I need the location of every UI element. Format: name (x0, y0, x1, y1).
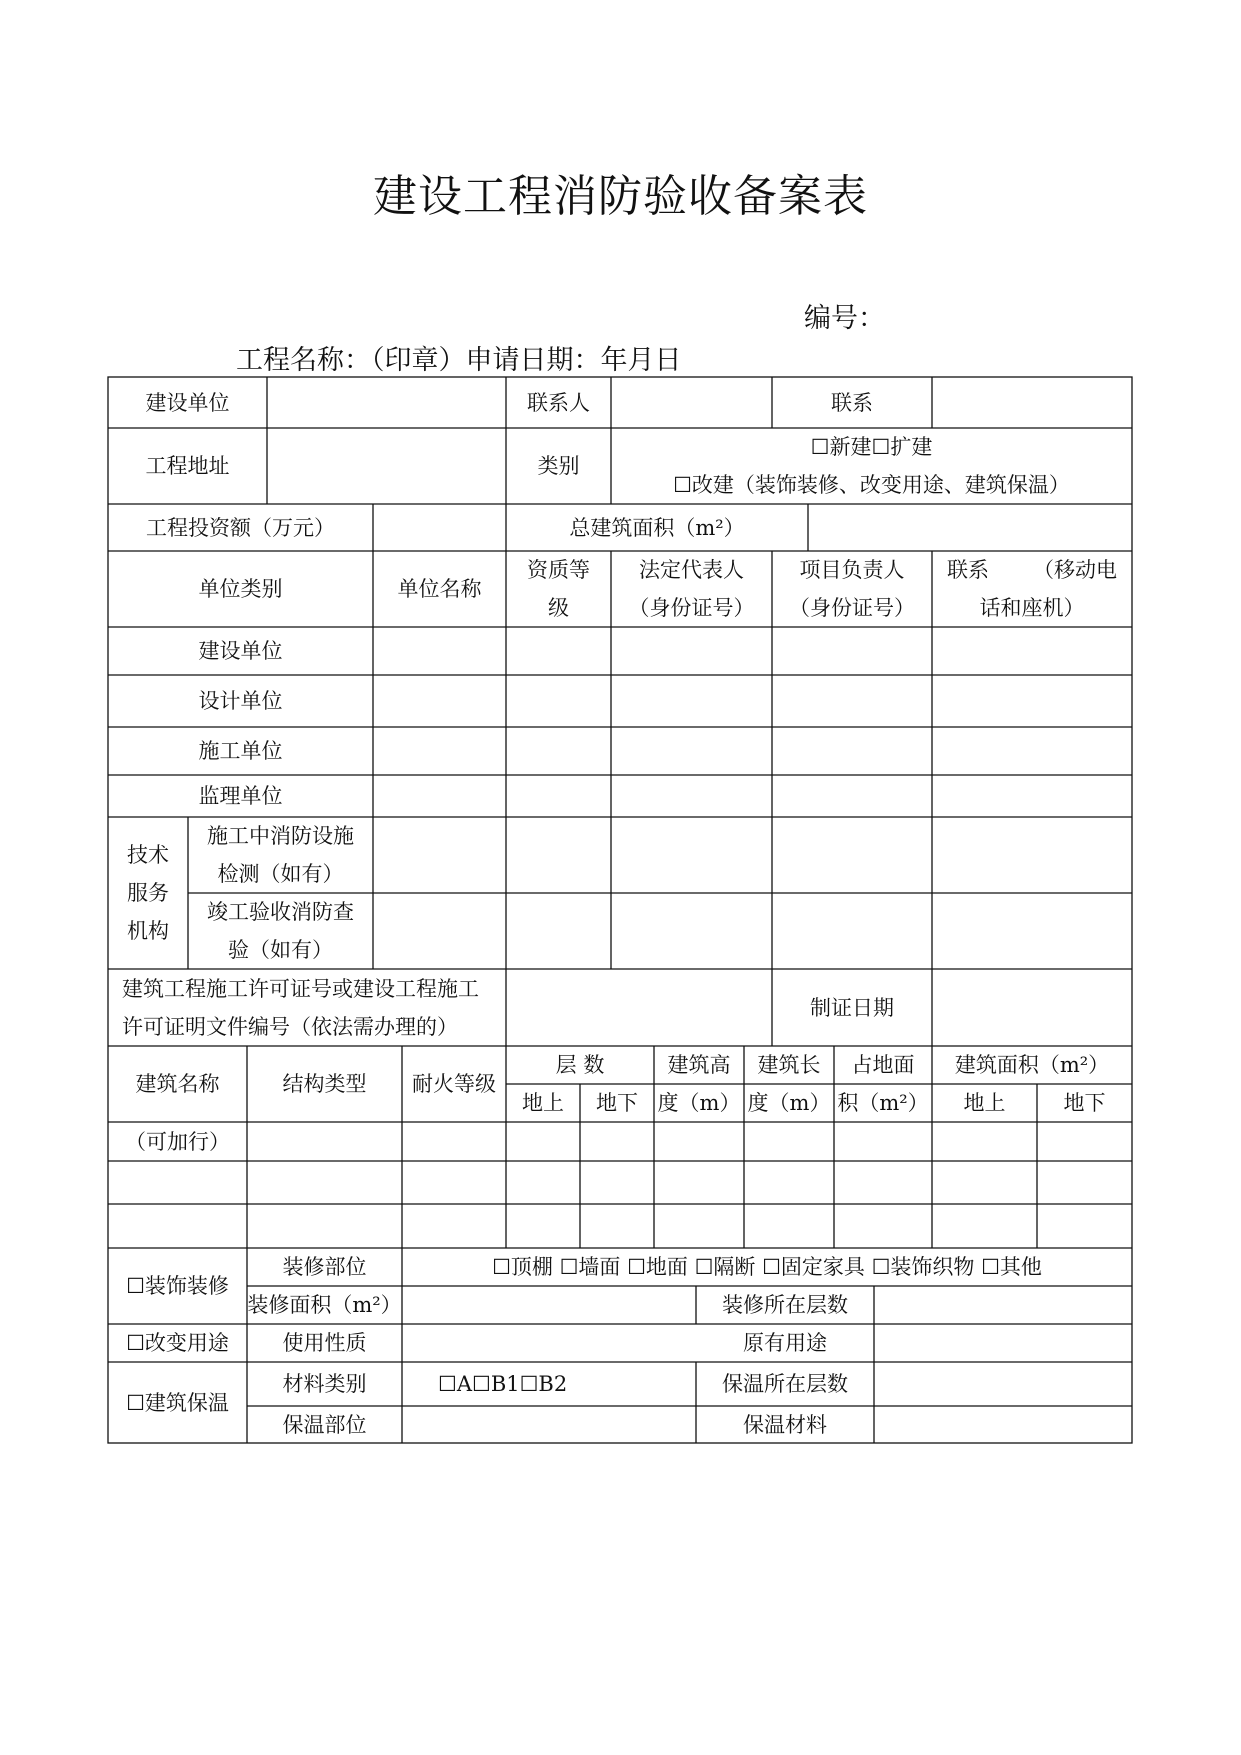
total-area-field[interactable] (808, 504, 1132, 551)
contact-field[interactable] (932, 377, 1132, 428)
unit-row-construction: 施工单位 (198, 739, 283, 763)
phone-header-line-2: 话和座机） (979, 596, 1085, 620)
project-manager-header-line-2: （身份证号） (789, 596, 915, 620)
category-label: 类别 (537, 454, 580, 478)
decoration-area-label: 装修面积（m²） (247, 1293, 402, 1317)
project-header-line: 工程名称：（印章）申请日期：年月日 (236, 345, 682, 376)
decoration-part-options[interactable]: ☐顶棚 ☐墙面 ☐地面 ☐隔断 ☐固定家具 ☐装饰织物 ☐其他 (492, 1255, 1042, 1279)
project-manager-header (772, 551, 932, 627)
serial-number-label: 编号： (804, 303, 885, 334)
insulation-material-field[interactable] (874, 1406, 1132, 1443)
building-area-header: 建筑面积（m²） (954, 1053, 1110, 1077)
decoration-floor-field[interactable] (874, 1286, 1132, 1324)
length-header-line-2: 度（m） (747, 1091, 831, 1115)
investment-label: 工程投资额（万元） (146, 515, 335, 540)
floors-header: 层 数 (555, 1053, 605, 1077)
area-below-header: 地下 (1063, 1091, 1106, 1115)
tech-service-testing-line-2: 检测（如有） (217, 862, 344, 886)
form-title: 建设工程消防验收备案表 (373, 171, 868, 222)
tech-service-inspection-line-1: 竣工验收消防查 (207, 900, 354, 924)
unit-row-supervision: 监理单位 (198, 784, 283, 808)
unit-row-design: 设计单位 (198, 689, 283, 713)
insulation-checkbox[interactable]: ☐建筑保温 (126, 1390, 229, 1415)
legal-rep-header-line-1: 法定代表人 (639, 558, 744, 582)
tech-service-label-line-1: 技术 (127, 843, 169, 867)
decoration-area-field[interactable] (402, 1286, 696, 1324)
material-type-label: 材料类别 (282, 1372, 367, 1396)
change-use-checkbox[interactable]: ☐改变用途 (126, 1331, 229, 1355)
project-manager-header-line-1: 项目负责人 (799, 558, 905, 582)
height-header-line-2: 度（m） (657, 1091, 741, 1115)
unit-type-header: 单位类别 (198, 577, 283, 601)
area-above-header: 地上 (963, 1091, 1006, 1115)
phone-header-line-1 (947, 551, 1117, 589)
original-use-field[interactable] (874, 1324, 1132, 1362)
qualification-header-line-1: 资质等 (527, 558, 590, 582)
insulation-floor-label: 保温所在层数 (722, 1372, 848, 1396)
permit-date-field[interactable] (932, 969, 1132, 1046)
land-area-header (834, 1046, 932, 1122)
permit-number-label (108, 969, 506, 1046)
category-options-line-2[interactable]: ☐改建（装饰装修、改变用途、建筑保温） (673, 473, 1070, 497)
total-area-label: 总建筑面积（m²） (569, 515, 745, 540)
category-options[interactable] (611, 428, 1132, 504)
add-rows-note: （可加行） (125, 1129, 230, 1154)
unit-name-header: 单位名称 (397, 577, 482, 601)
legal-rep-header (611, 551, 772, 627)
tech-service-label-line-2: 服务 (127, 881, 169, 905)
permit-number-label-line-1: 建筑工程施工许可证号或建设工程施工 (122, 976, 479, 1001)
material-type-options[interactable]: ☐A☐B1☐B2 (438, 1372, 568, 1396)
unit-row-build: 建设单位 (198, 639, 283, 663)
build-unit-field[interactable] (267, 377, 506, 428)
category-options-line-1[interactable]: ☐新建☐扩建 (810, 435, 933, 459)
tech-service-inspection (188, 893, 373, 969)
length-header-line-1: 建筑长 (757, 1053, 821, 1077)
tech-service-label (108, 817, 188, 969)
address-field[interactable] (267, 428, 506, 504)
permit-number-field[interactable] (506, 969, 772, 1046)
build-unit-label: 建设单位 (145, 390, 230, 415)
original-use-label: 原有用途 (743, 1331, 827, 1355)
height-header-line-1: 建筑高 (667, 1053, 731, 1077)
fire-rating-header: 耐火等级 (412, 1072, 496, 1096)
structure-type-header: 结构类型 (282, 1072, 367, 1096)
decoration-checkbox[interactable]: ☐装饰装修 (126, 1274, 229, 1298)
land-area-header-line-1: 占地面 (851, 1053, 915, 1077)
decoration-part-label: 装修部位 (282, 1255, 367, 1279)
height-header (654, 1046, 744, 1122)
tech-service-inspection-line-2: 验（如有） (228, 938, 333, 962)
insulation-floor-field[interactable] (874, 1362, 1132, 1406)
qualification-header-line-2: 级 (548, 596, 569, 620)
phone-header (932, 551, 1132, 627)
contact-person-field[interactable] (611, 377, 772, 428)
investment-field[interactable] (373, 504, 506, 551)
insulation-material-label: 保温材料 (743, 1412, 827, 1437)
floors-above-header: 地上 (522, 1091, 564, 1115)
tech-service-testing (188, 817, 373, 893)
use-nature-field[interactable] (402, 1324, 696, 1362)
insulation-part-field[interactable] (402, 1406, 696, 1443)
tech-service-testing-line-1: 施工中消防设施 (207, 824, 354, 848)
permit-date-label: 制证日期 (810, 995, 894, 1020)
qualification-header (506, 551, 611, 627)
building-name-header: 建筑名称 (135, 1072, 220, 1096)
phone-header-word-1: 联系 (947, 558, 989, 582)
contact-person-label: 联系人 (527, 390, 590, 415)
decoration-floor-label: 装修所在层数 (722, 1293, 848, 1317)
permit-number-label-line-2: 许可证明文件编号（依法需办理的） (122, 1014, 458, 1039)
use-nature-label: 使用性质 (282, 1331, 367, 1355)
floors-below-header: 地下 (596, 1091, 638, 1115)
contact-label: 联系 (831, 390, 873, 415)
tech-service-label-line-3: 机构 (127, 919, 169, 943)
land-area-header-line-2: 积（m²） (837, 1091, 929, 1115)
length-header (744, 1046, 834, 1122)
address-label: 工程地址 (145, 454, 230, 478)
phone-header-word-2: （移动电 (1033, 558, 1117, 582)
insulation-part-label: 保温部位 (282, 1412, 367, 1437)
legal-rep-header-line-2: （身份证号） (628, 596, 755, 620)
